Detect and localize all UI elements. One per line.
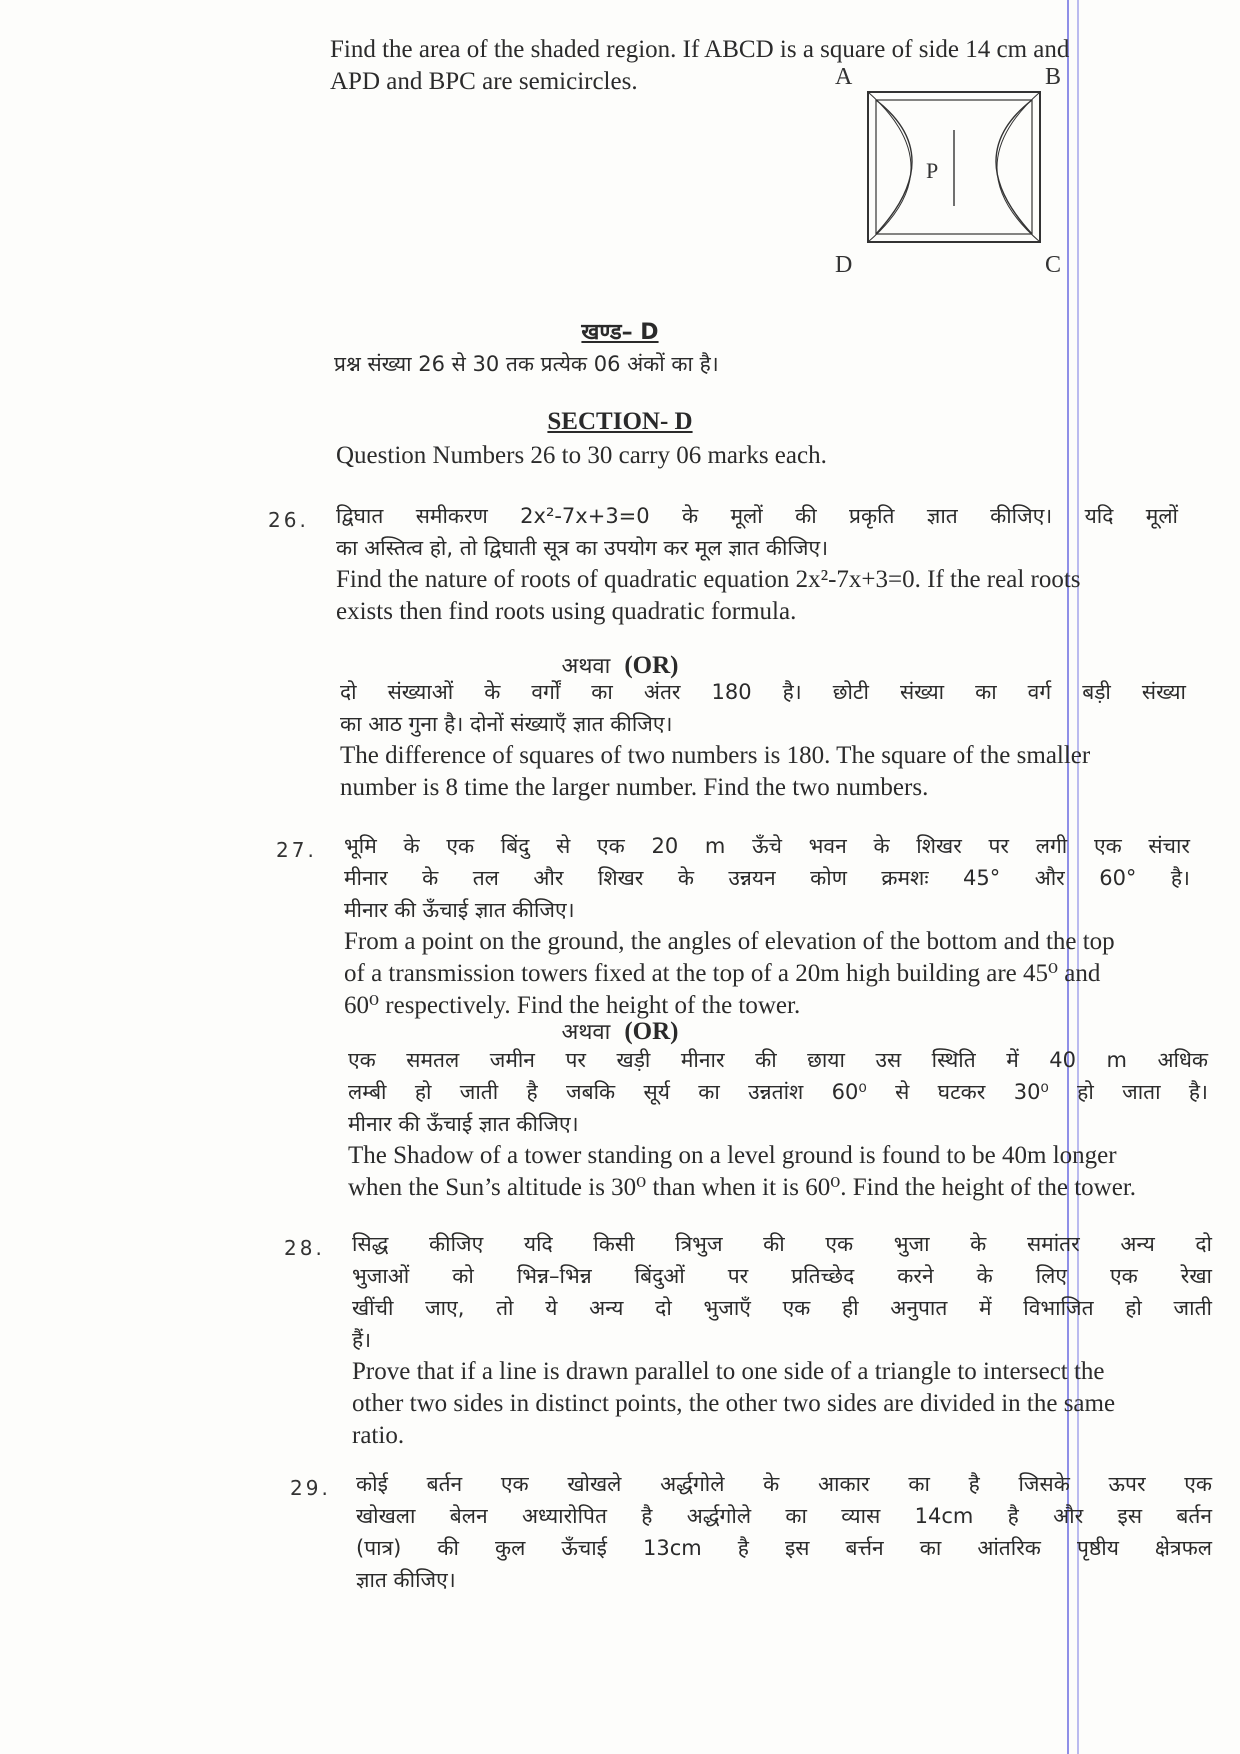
or-label-hindi: अथवा	[561, 1020, 611, 1045]
q28-english-line-1: Prove that if a line is drawn parallel to one side of a triangle to intersect the	[352, 1358, 1105, 1385]
q27-hindi-line-2: मीनार के तल और शिखर के उन्नयन कोण क्रमशः 45° और 60° है।	[344, 866, 1190, 890]
or-label-english: (OR)	[624, 1018, 679, 1045]
question-number: 29.	[290, 1476, 331, 1500]
q26-or-english-line-1: The difference of squares of two numbers is 180. The square of the smaller	[340, 742, 1091, 769]
section-hindi-heading	[0, 316, 1240, 346]
semicircle-figure	[830, 60, 1080, 280]
q27-or-hindi-line-2: लम्बी हो जाती है जबकि सूर्य का उन्नतांश 60⁰ से घटकर 30⁰ हो जाता है।	[348, 1080, 1208, 1104]
q27-or-hindi-line-3: मीनार की ऊँचाई ज्ञात कीजिए।	[348, 1112, 579, 1136]
figure-label-a: A	[835, 64, 853, 90]
q29-hindi-line-3: (पात्र) की कुल ऊँचाई 13cm है इस बर्त्तन का आंतरिक पृष्ठीय क्षेत्रफल	[356, 1536, 1212, 1560]
question-28	[352, 1228, 1212, 1452]
prev-question-line-2: APD and BPC are semicircles.	[330, 68, 638, 95]
question-29	[356, 1468, 1212, 1596]
q29-hindi-line-1: कोई बर्तन एक खोखले अर्द्धगोले के आकार का है जिसके ऊपर एक	[356, 1472, 1212, 1496]
section-english-instruction: Question Numbers 26 to 30 carry 06 marks each.	[336, 442, 827, 469]
q29-hindi-line-2: खोखला बेलन अध्यारोपित है अर्द्धगोले का व्यास 14cm है और इस बर्तन	[356, 1504, 1212, 1528]
q27-or-english-line-2: when the Sun’s altitude is 30⁰ than when it is 60⁰. Find the height of the tower.	[348, 1174, 1137, 1201]
figure-label-p: P	[926, 158, 939, 183]
q27-or-text	[348, 1044, 1208, 1204]
question-number: 28.	[284, 1236, 325, 1260]
or-label-english: (OR)	[624, 652, 679, 679]
q28-hindi-line-2: भुजाओं को भिन्न–भिन्न बिंदुओं पर प्रतिच्छेद करने के लिए एक रेखा	[352, 1264, 1212, 1288]
figure-label-c: C	[1045, 252, 1062, 278]
section-english-title: SECTION- D	[547, 408, 693, 435]
question-number: 27.	[276, 838, 317, 862]
q26-english-line-1: Find the nature of roots of quadratic equation 2x²-7x+3=0. If the real roots	[336, 566, 1081, 593]
section-hindi-instruction: प्रश्न संख्या 26 से 30 तक प्रत्येक 06 अंकों का है।	[334, 352, 719, 376]
figure-label-b: B	[1045, 64, 1062, 90]
q28-english-line-3: ratio.	[352, 1422, 405, 1449]
q27-hindi-line-1: भूमि के एक बिंदु से एक 20 m ऊँचे भवन के शिखर पर लगी एक संचार	[344, 834, 1190, 858]
q27-english-line-2: of a transmission towers fixed at the top of a 20m high building are 45⁰ and	[344, 960, 1101, 987]
q27-english-line-1: From a point on the ground, the angles of elevation of the bottom and the top	[344, 928, 1115, 955]
q28-hindi-line-4: हैं।	[352, 1328, 372, 1352]
question-number: 26.	[268, 508, 309, 532]
question-26	[336, 500, 1178, 628]
q26-or-hindi-line-1: दो संख्याओं के वर्गों का अंतर 180 है। छोटी संख्या का वर्ग बड़ी संख्या	[340, 680, 1186, 704]
q27-english-line-3: 60⁰ respectively. Find the height of the tower.	[344, 992, 801, 1019]
q26-or-text	[340, 676, 1186, 804]
square-semicircles-diagram	[830, 60, 1080, 280]
q27-or-hindi-line-1: एक समतल जमीन पर खड़ी मीनार की छाया उस स्थिति में 40 m अधिक	[348, 1048, 1208, 1072]
q26-hindi-line-2: का अस्तित्व हो, तो द्विघाती सूत्र का उपयोग कर मूल ज्ञात कीजिए।	[336, 536, 829, 560]
q27-hindi-line-3: मीनार की ऊँचाई ज्ञात कीजिए।	[344, 898, 575, 922]
q28-hindi-line-3: खींची जाए, तो ये अन्य दो भुजाएँ एक ही अनुपात में विभाजित हो जाती	[352, 1296, 1212, 1320]
q26-hindi-line-1: द्विघात समीकरण 2x²-7x+3=0 के मूलों की प्रकृति ज्ञात कीजिए। यदि मूलों	[336, 504, 1178, 528]
q27-or-english-line-1: The Shadow of a tower standing on a level ground is found to be 40m longer	[348, 1142, 1117, 1169]
q28-english-line-2: other two sides in distinct points, the other two sides are divided in the same	[352, 1390, 1116, 1417]
q28-hindi-line-1: सिद्ध कीजिए यदि किसी त्रिभुज की एक भुजा के समांतर अन्य दो	[352, 1232, 1212, 1256]
q26-english-line-2: exists then find roots using quadratic formula.	[336, 598, 797, 625]
question-27	[344, 830, 1190, 1022]
q29-hindi-line-4: ज्ञात कीजिए।	[356, 1568, 456, 1592]
q27-or-heading	[0, 1016, 1240, 1046]
figure-label-d: D	[835, 252, 853, 278]
q26-or-english-line-2: number is 8 time the larger number. Find the two numbers.	[340, 774, 929, 801]
or-label-hindi: अथवा	[561, 654, 611, 679]
q26-or-hindi-line-2: का आठ गुना है। दोनों संख्याएँ ज्ञात कीजिए।	[340, 712, 673, 736]
section-english-heading	[0, 408, 1240, 436]
prev-question-line-1: Find the area of the shaded region. If ABCD is a square of side 14 cm and	[330, 36, 1070, 63]
section-hindi-title: खण्ड– D	[581, 320, 659, 345]
